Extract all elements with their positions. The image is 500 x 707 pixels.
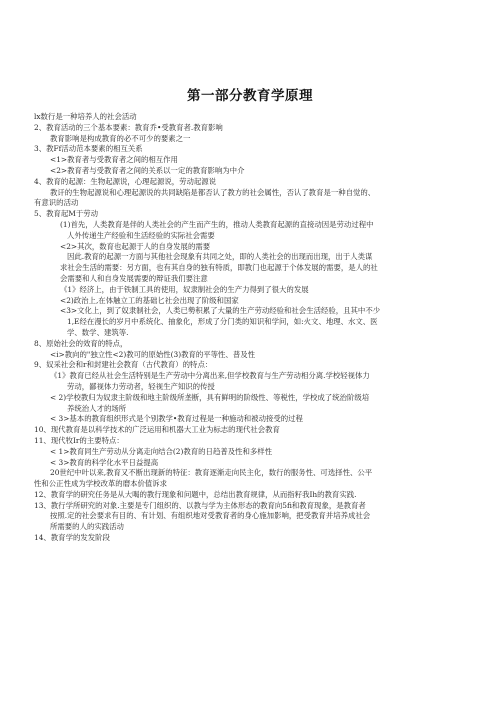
text-line: 求社会生活的需要：另方面，也有其自身的独有特质，即教门也起源于个体发展的需要，是人的社 (60, 263, 378, 273)
text-line: 5、教育起M于劳动 (34, 209, 99, 219)
text-line: 有意识的活动 (34, 198, 79, 208)
text-line: 人外传递生产经验和生活经验的实际社会需要 (67, 230, 215, 240)
text-line: 教育影响是构成教育的必不可少的要素之一 (50, 133, 191, 143)
text-line: <2)政治上,在体触立工的基础匕社会出现了阶级和国家 (60, 295, 239, 305)
text-line: 14、教育学的发发阶段 (34, 533, 110, 543)
text-line: 11、现代牧Ir的主要特点： (34, 435, 124, 445)
text-line: < 2)学校教归为奴隶主阶级和地主阶级所垄断，具有鲜明的阶级性、等税性，学校成了统治阶级培 (50, 392, 370, 402)
text-line: 1,E经在漫长的岁月中系统化、抽象化，形成了分门类的知识和学问，如:火文、地理、水文、医 (67, 317, 378, 327)
text-line: < 3>教育的科学化水平日益提高 (50, 457, 159, 467)
text-line: 因此.教育的起源一方面与其他社会现象有共同之处，即的人类社会的出现而出现，出于人类谋 (67, 252, 373, 262)
text-line: 学、数学、建筑等. (67, 327, 129, 337)
text-line: 养统治人才的场所 (67, 403, 127, 413)
text-line: 《1》经济上，由于铁制工具的使用，奴隶制社会的生产力得到了很大的发展 (60, 284, 309, 294)
text-line: <2>教育者与受教育者之间的关系以一定的教育影响为中介 (50, 165, 245, 175)
text-line: 按照.定的社会要求有目的、有计划、有组织地对受教育者的身心施加影响，把受教育并培养成社会 (50, 511, 371, 521)
text-line: <3>文化上，到了奴隶制社会，人类已勢积累了大量的生产劳动经验和社会生活经验，且其中不少 (60, 306, 381, 316)
text-line: 所需要的人的实践活动 (50, 522, 124, 532)
page-title: 第一部分教育学原理 (187, 88, 313, 104)
text-line: <1>教育者与受教育者之间的相互作用 (50, 155, 178, 165)
text-line: <2>其次，数育也起源于人的自身发展的需要 (60, 241, 211, 251)
text-line: 2、教育活动的三个基本要素：教育乔•受教育者.教育影响 (34, 122, 223, 132)
text-line: <i>教向的"独立性<2)教可的原始性(3)教育的平等性、普及性 (50, 349, 255, 359)
document-body (34, 112, 472, 544)
text-line: 4、教育的起源：生物起源说，心理起源说，劳动起源说 (34, 176, 217, 186)
text-line: 8、原始社会的效育的特点， (34, 338, 128, 348)
text-line: 3、教Ff活动范本要素的相互关系 (34, 144, 143, 154)
text-line: 劳动，鄙视体力劳动者，轻视生产知识的传授 (67, 381, 215, 391)
text-line: 12、教育学的研究任务是从大喝的教行现象和问题中，总结出教育规律，从而指籽我Ih的教育实践. (34, 489, 357, 499)
text-line: < 3>基本的教育组织形式是个别教学•教育过程是一种施动和被动接受的过程 (50, 414, 303, 424)
text-line: 会需要和人和自身发展需要的辩证我们要注意 (60, 273, 208, 283)
text-line: 9、奴采社会和r和封建社会教育（古代教育）的特点： (34, 360, 213, 370)
text-line: (1)首先，人类教育是伴的人类社会的产生而产生的，推动人类教育起源的直接动因是劳动过程中 (60, 219, 374, 229)
text-line: lx数行是一种培养人的社会活动 (34, 112, 137, 121)
text-line: < 1>教育同生产劳动从分离走向结合(2)教育的日趋普及性和多样性 (50, 446, 273, 456)
text-line: 13、教行学所研究的对象.主要是专门组织的、以教与学为主体形态的教育向5fi和教育现象，是教育者 (34, 500, 366, 510)
text-line: 《1》教育已经从社会生活特别是生产劳动中分离出来,但学校教育与生产劳动相分离.学校轻视体力 (50, 371, 370, 381)
text-line: 性和公正性成为学校改革的磨本价值诉求 (34, 479, 168, 489)
text-line: 10、现代教育是以科学技术的广泛运用和机器大工业为标志的现代社会教育 (34, 425, 280, 435)
text-line: 教讦的生物起源说和心理起源说的共同缺陷是都否认了教方的社会属性，否认了教育是一种自觉的、 (50, 187, 376, 197)
text-line: 20世纪中叶以来,教育又不断出现新的特征：教育逐渐走向民主化，数行的服务性、可选择性、公平 (50, 468, 373, 478)
